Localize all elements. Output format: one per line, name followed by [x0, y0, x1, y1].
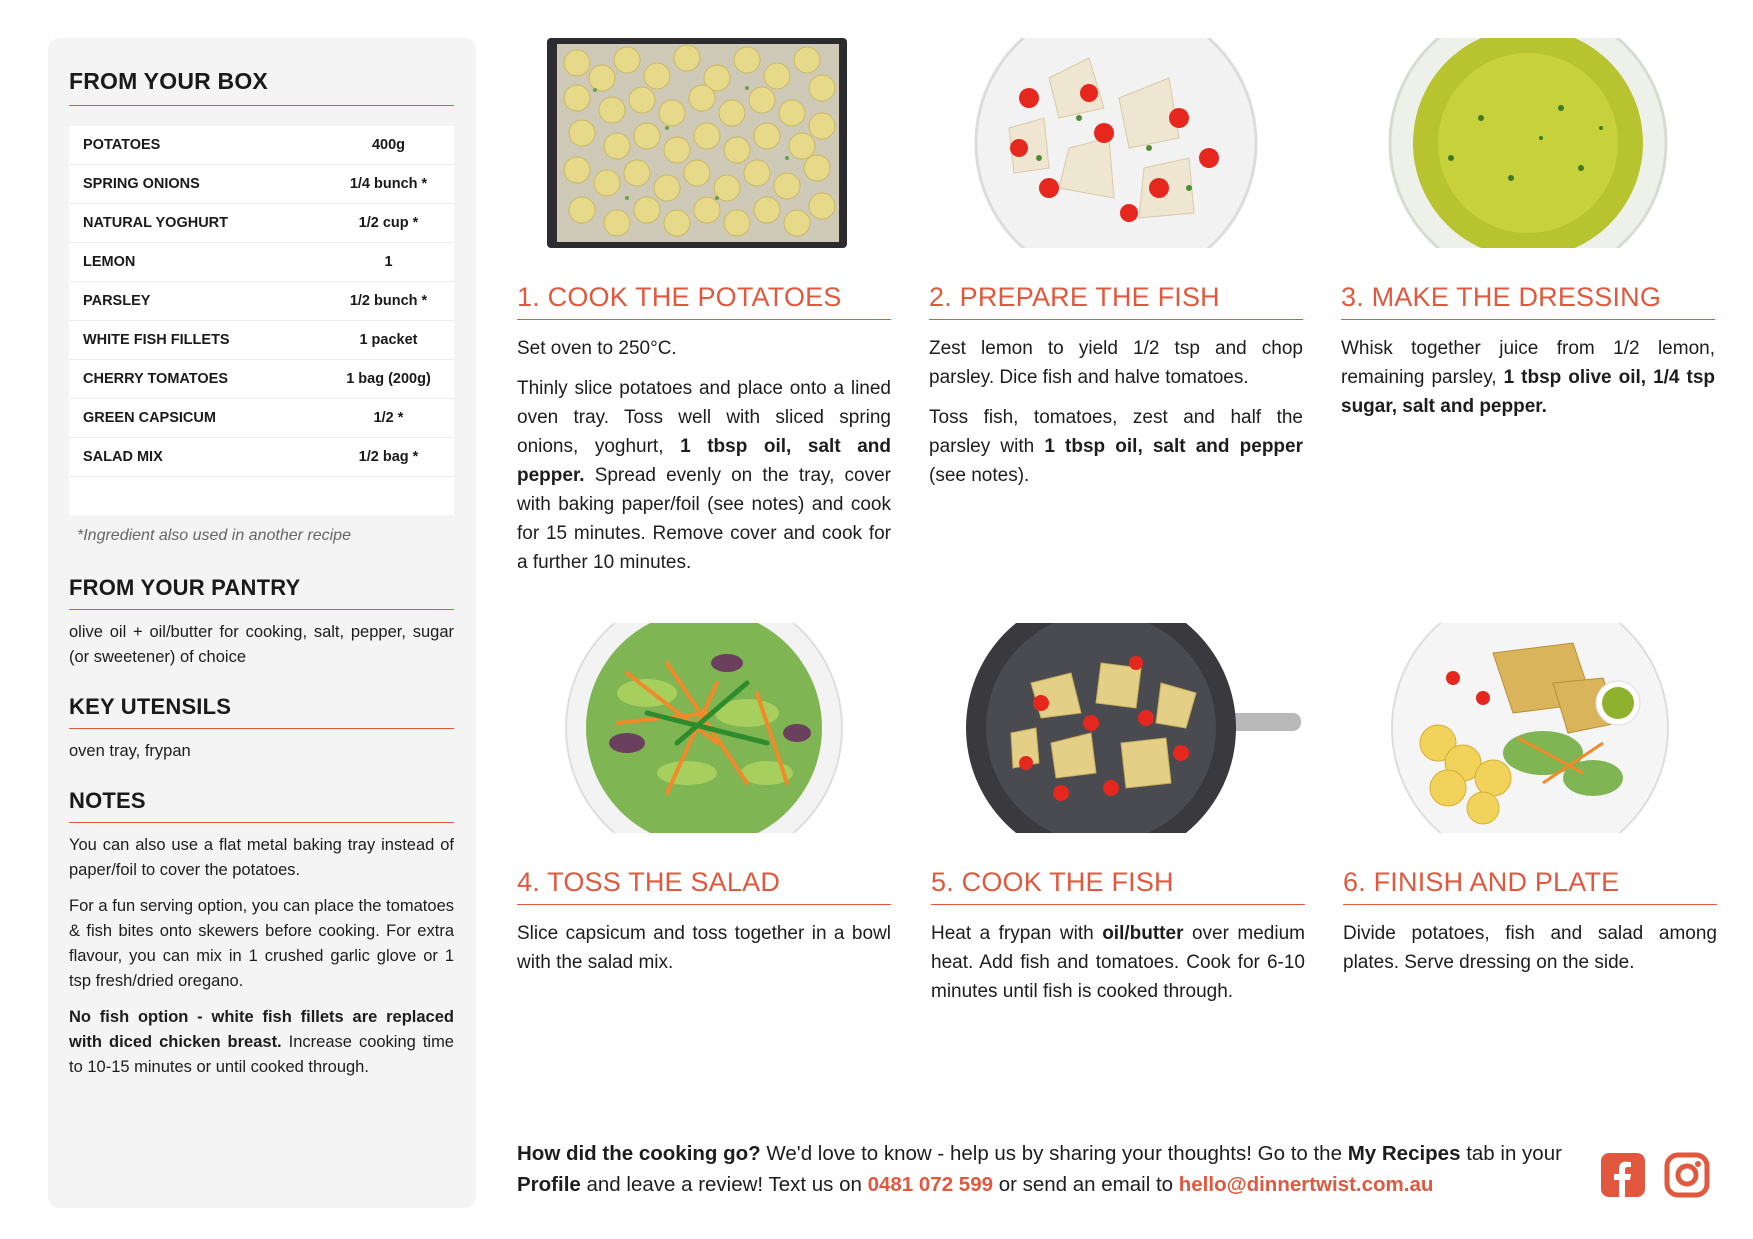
- step-3-p1: [1341, 334, 1715, 421]
- step-2-text: Toss fish, tomatoes, zest and half the parsley with: [929, 407, 1303, 457]
- step-1-body: [517, 334, 891, 577]
- ingredient-qty: 1/2 bunch *: [323, 282, 454, 321]
- step-5-bold: oil/butter: [1102, 923, 1184, 944]
- from-your-box-heading: FROM YOUR BOX: [69, 68, 454, 106]
- step-2: [929, 38, 1303, 501]
- step-1: [517, 38, 891, 588]
- note-2: For a fun serving option, you can place the tomatoes & fish bites onto skewers before cooking. For extra flavour, you can mix in 1 crushed garlic glove or 1 tsp fresh/dried oregano.: [69, 897, 454, 990]
- step-5-text: Heat a frypan with: [931, 923, 1103, 944]
- step-5: [931, 623, 1305, 1017]
- step-6: [1343, 623, 1717, 988]
- step-6-body: [1343, 919, 1717, 977]
- fish-bowl-photo: [929, 38, 1303, 248]
- step-6-p1: Divide potatoes, fish and salad among plates. Serve dressing on the side.: [1343, 923, 1717, 973]
- ingredient-name: PARSLEY: [69, 282, 323, 321]
- from-your-pantry-heading: FROM YOUR PANTRY: [69, 575, 454, 610]
- step-6-title: 6. FINISH AND PLATE: [1343, 867, 1717, 905]
- ingredient-name: GREEN CAPSICUM: [69, 399, 323, 438]
- frypan-photo: [931, 623, 1305, 833]
- step-4-p1: Slice capsicum and toss together in a bowl with the salad mix.: [517, 923, 891, 973]
- ingredient-name: SPRING ONIONS: [69, 165, 323, 204]
- step-1-title: 1. COOK THE POTATOES: [517, 282, 891, 320]
- table-row: [69, 282, 454, 321]
- ingredient-qty: 1 bag (200g): [323, 360, 454, 399]
- note-3-bold: No fish option - white fish fillets are replaced with diced chicken breast.: [69, 1008, 454, 1051]
- ingredient-qty: 1/2 cup *: [323, 204, 454, 243]
- pantry-text: olive oil + oil/butter for cooking, salt, pepper, sugar (or sweetener) of choice: [69, 623, 454, 666]
- ingredients-sidebar: [48, 38, 476, 1208]
- ingredient-qty: 1/2 *: [323, 399, 454, 438]
- step-1-p2: [517, 374, 891, 577]
- potatoes-tray-photo: [517, 38, 891, 248]
- ingredient-qty: 1 packet: [323, 321, 454, 360]
- facebook-icon[interactable]: [1600, 1152, 1646, 1198]
- ingredient-name: LEMON: [69, 243, 323, 282]
- table-row: [69, 360, 454, 399]
- utensils-section: [69, 694, 454, 764]
- table-row: [69, 399, 454, 438]
- step-1-bold: 1 tbsp oil, salt and pepper.: [517, 436, 892, 486]
- table-row: [69, 204, 454, 243]
- step-3-title: 3. MAKE THE DRESSING: [1341, 282, 1715, 320]
- step-2-bold: 1 tbsp oil, salt and pepper: [1044, 436, 1303, 457]
- step-2-title: 2. PREPARE THE FISH: [929, 282, 1303, 320]
- notes-section: [69, 788, 454, 1080]
- step-5-text-rest: over medium heat. Add fish and tomatoes. Cook for 6-10 minutes until fish is cooked through.: [931, 923, 1305, 1002]
- ingredient-qty: 400g: [323, 126, 454, 165]
- footer-text: or send an email to: [993, 1173, 1179, 1196]
- footer-text: and leave a review! Text us on: [580, 1173, 868, 1196]
- ingredients-table: [69, 126, 454, 515]
- notes-heading: NOTES: [69, 788, 454, 823]
- footer-text: We'd love to know - help us by sharing your thoughts! Go to the: [760, 1142, 1348, 1165]
- instagram-icon[interactable]: [1664, 1152, 1710, 1198]
- ingredient-name: CHERRY TOMATOES: [69, 360, 323, 399]
- step-1-text: Thinly slice potatoes and place onto a lined oven tray. Toss well with sliced spring onions, yoghurt,: [517, 378, 891, 457]
- step-2-body: [929, 334, 1303, 490]
- ingredient-name: SALAD MIX: [69, 438, 323, 477]
- step-4-body: [517, 919, 891, 977]
- ingredient-name: POTATOES: [69, 126, 323, 165]
- step-5-p1: [931, 919, 1305, 1006]
- ingredient-name: NATURAL YOGHURT: [69, 204, 323, 243]
- table-row: [69, 165, 454, 204]
- table-row: [69, 126, 454, 165]
- phone-link[interactable]: 0481 072 599: [867, 1173, 993, 1196]
- step-2-text-rest: (see notes).: [929, 465, 1030, 486]
- dressing-bowl-photo: [1341, 38, 1715, 248]
- email-link[interactable]: hello@dinnertwist.com.au: [1178, 1173, 1434, 1196]
- my-recipes-label: My Recipes: [1347, 1142, 1461, 1165]
- table-row-empty: [69, 477, 454, 516]
- note-3: [69, 1005, 454, 1080]
- table-row: [69, 321, 454, 360]
- step-4: [517, 623, 891, 988]
- plated-dish-photo: [1343, 623, 1717, 833]
- step-2-p1: Zest lemon to yield 1/2 tsp and chop parsley. Dice fish and halve tomatoes.: [929, 338, 1303, 388]
- pantry-section: [69, 575, 454, 670]
- key-utensils-heading: KEY UTENSILS: [69, 694, 454, 729]
- salad-bowl-photo: [517, 623, 891, 833]
- step-5-body: [931, 919, 1305, 1006]
- step-1-text-rest: Spread evenly on the tray, cover with baking paper/foil (see notes) and cook for 15 minutes. Remove cover and cook for a further 10 minutes.: [517, 465, 891, 573]
- ingredient-footnote: *Ingredient also used in another recipe: [77, 527, 351, 544]
- step-2-p2: [929, 403, 1303, 490]
- step-5-title: 5. COOK THE FISH: [931, 867, 1305, 905]
- ingredient-qty: 1/4 bunch *: [323, 165, 454, 204]
- footer-text: tab in your: [1460, 1142, 1562, 1165]
- step-1-p1: Set oven to 250°C.: [517, 338, 677, 359]
- utensils-text: oven tray, frypan: [69, 742, 191, 760]
- feedback-question: How did the cooking go?: [517, 1142, 761, 1165]
- step-3: [1341, 38, 1715, 432]
- ingredient-qty: 1/2 bag *: [323, 438, 454, 477]
- note-3-rest: Increase cooking time to 10-15 minutes or until cooked through.: [69, 1033, 454, 1076]
- step-3-body: [1341, 334, 1715, 421]
- profile-label: Profile: [517, 1173, 581, 1196]
- feedback-footer: [517, 1138, 1577, 1200]
- social-links: [1600, 1152, 1710, 1198]
- note-1: You can also use a flat metal baking tray instead of paper/foil to cover the potatoes.: [69, 836, 454, 879]
- ingredient-name: WHITE FISH FILLETS: [69, 321, 323, 360]
- step-4-title: 4. TOSS THE SALAD: [517, 867, 891, 905]
- table-row: [69, 243, 454, 282]
- table-row: [69, 438, 454, 477]
- ingredient-qty: 1: [323, 243, 454, 282]
- step-3-bold: 1 tbsp olive oil, 1/4 tsp sugar, salt and pepper.: [1341, 367, 1715, 417]
- step-3-text: Whisk together juice from 1/2 lemon, remaining parsley,: [1341, 338, 1715, 388]
